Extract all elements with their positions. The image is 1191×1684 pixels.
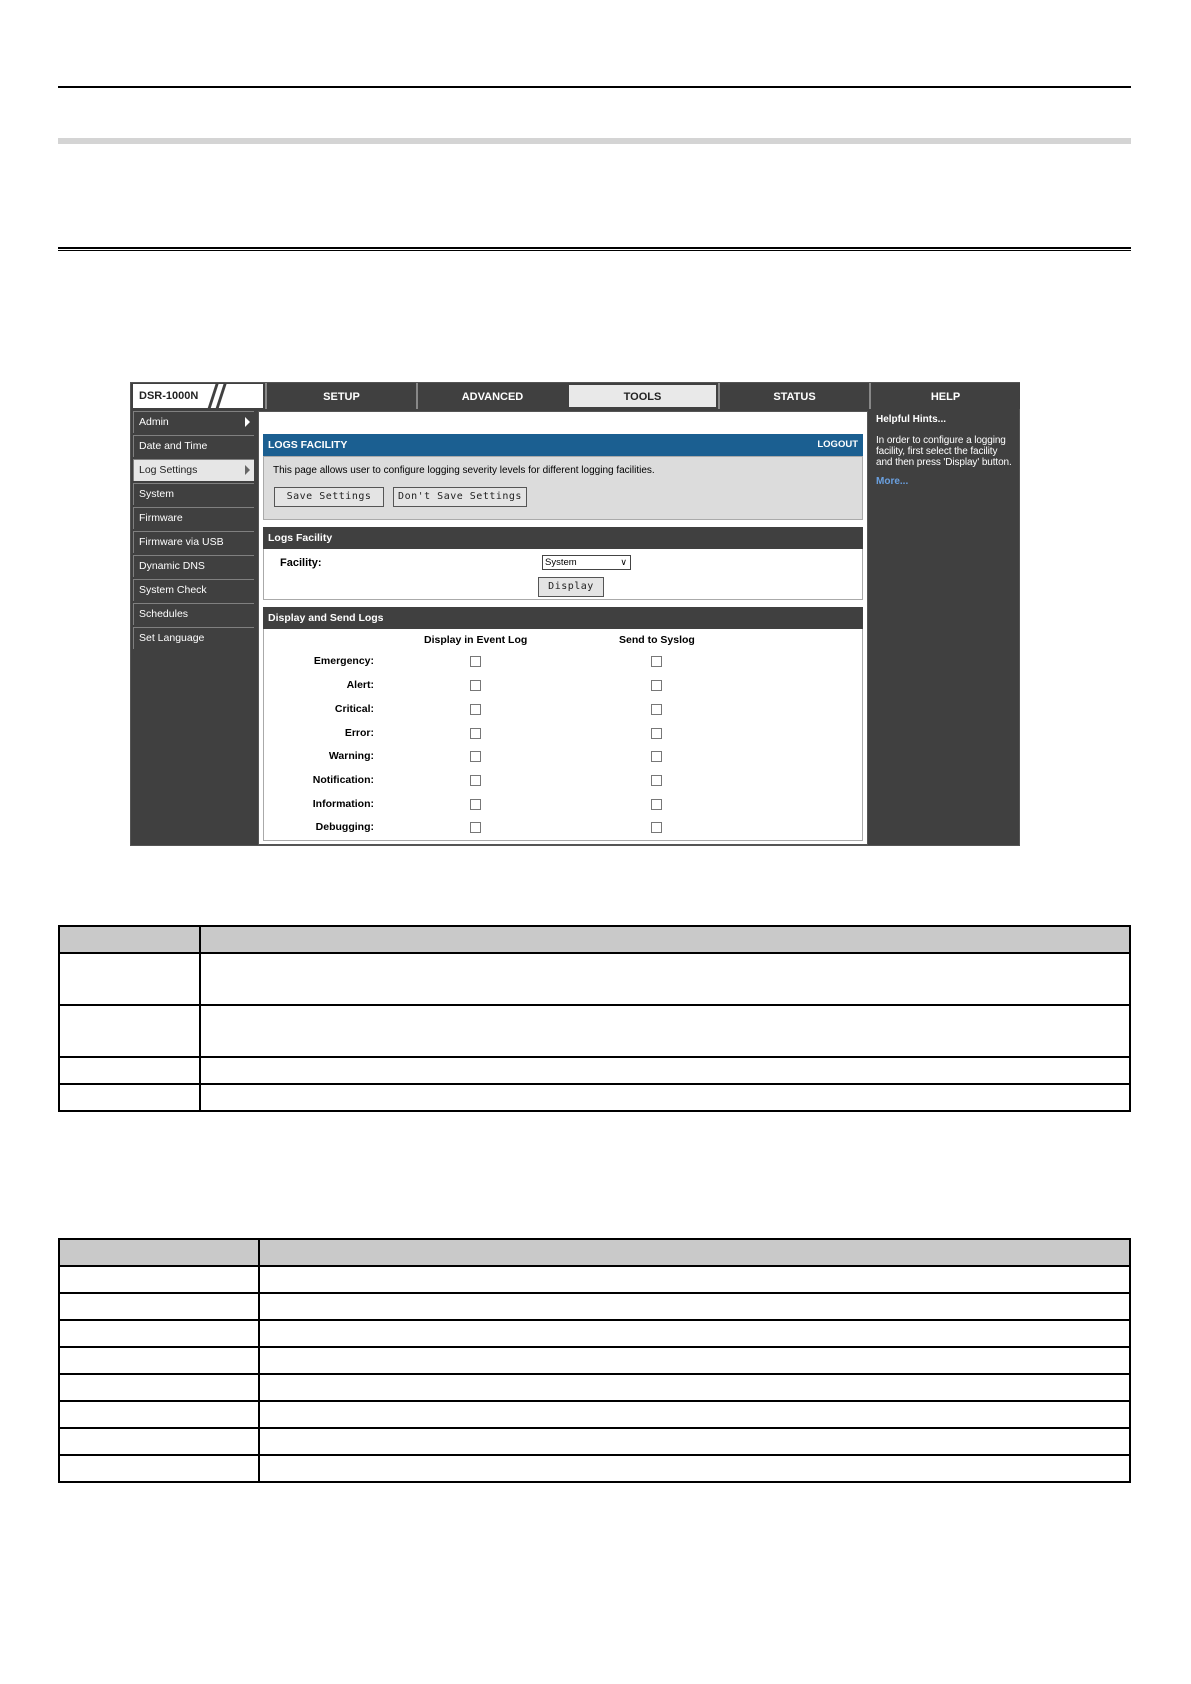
chevron-right-icon bbox=[245, 417, 250, 427]
tab-advanced[interactable]: ADVANCED bbox=[416, 383, 567, 409]
column-header-syslog: Send to Syslog bbox=[619, 634, 695, 646]
display-send-logs-section bbox=[263, 629, 863, 841]
table-cell bbox=[259, 1293, 1130, 1320]
sidebar-item-label: Log Settings bbox=[139, 464, 198, 476]
top-rule bbox=[58, 86, 1131, 88]
panel-title: LOGS FACILITY bbox=[268, 439, 348, 451]
section-rule bbox=[58, 247, 1131, 251]
help-text: In order to configure a logging facility, first select the facility and then press 'Display' button. bbox=[876, 435, 1012, 468]
table-cell bbox=[259, 1266, 1130, 1293]
sidebar-item-label: Date and Time bbox=[139, 440, 208, 452]
help-title: Helpful Hints... bbox=[876, 414, 946, 425]
table-cell bbox=[200, 1057, 1130, 1084]
event-log-checkbox[interactable] bbox=[470, 799, 481, 810]
table-cell bbox=[259, 1455, 1130, 1482]
table-header-row bbox=[59, 926, 1130, 953]
facility-label: Facility: bbox=[280, 557, 322, 569]
facility-select-value: System bbox=[545, 557, 577, 568]
table-row bbox=[59, 953, 1130, 1005]
sidebar-item-label: Admin bbox=[139, 416, 169, 428]
display-send-logs-header: Display and Send Logs bbox=[263, 607, 863, 629]
table-cell bbox=[200, 1005, 1130, 1057]
table-cell bbox=[200, 1084, 1130, 1111]
table-row bbox=[59, 1293, 1130, 1320]
log-level-row-information bbox=[264, 794, 862, 816]
log-level-row-alert bbox=[264, 675, 862, 697]
table-cell bbox=[259, 1401, 1130, 1428]
table-cell bbox=[59, 1084, 200, 1111]
header-band bbox=[58, 138, 1131, 144]
table-cell bbox=[59, 1005, 200, 1057]
event-log-checkbox[interactable] bbox=[470, 680, 481, 691]
table-row bbox=[59, 1347, 1130, 1374]
facility-select[interactable] bbox=[542, 555, 631, 570]
table-row bbox=[59, 1057, 1130, 1084]
logout-link[interactable]: LOGOUT bbox=[817, 439, 858, 450]
help-more-link[interactable]: More... bbox=[876, 476, 909, 487]
chevron-down-icon: ∨ bbox=[620, 557, 627, 567]
table-cell bbox=[59, 1347, 259, 1374]
table-cell bbox=[200, 953, 1130, 1005]
table-cell bbox=[59, 1374, 259, 1401]
log-level-label: Alert: bbox=[346, 679, 374, 691]
table-cell bbox=[59, 1401, 259, 1428]
table-row bbox=[59, 1266, 1130, 1293]
sidebar-item-label: Dynamic DNS bbox=[139, 560, 205, 572]
main-content bbox=[258, 411, 868, 845]
table-cell bbox=[59, 1428, 259, 1455]
table-cell bbox=[259, 1347, 1130, 1374]
log-level-row-emergency bbox=[264, 651, 862, 673]
event-log-checkbox[interactable] bbox=[470, 775, 481, 786]
syslog-checkbox[interactable] bbox=[651, 775, 662, 786]
sidebar-item-label: Set Language bbox=[139, 632, 205, 644]
table-header-cell bbox=[59, 1239, 259, 1266]
syslog-checkbox[interactable] bbox=[651, 822, 662, 833]
log-level-label: Emergency: bbox=[313, 655, 374, 667]
syslog-checkbox[interactable] bbox=[651, 680, 662, 691]
sidebar-item-label: System bbox=[139, 488, 175, 500]
sidebar-item-label: System Check bbox=[139, 584, 207, 596]
model-name: DSR-1000N bbox=[139, 390, 199, 402]
event-log-checkbox[interactable] bbox=[470, 656, 481, 667]
table-cell bbox=[259, 1374, 1130, 1401]
log-level-row-error bbox=[264, 723, 862, 745]
sidebar-item-set-language[interactable] bbox=[133, 627, 254, 649]
facility-section bbox=[263, 549, 863, 600]
tab-tools[interactable]: TOOLS bbox=[567, 383, 718, 409]
log-level-row-critical bbox=[264, 699, 862, 721]
table-cell bbox=[59, 1320, 259, 1347]
sidebar-item-log-settings[interactable] bbox=[133, 459, 254, 481]
table-row bbox=[59, 1005, 1130, 1057]
table-row bbox=[59, 1374, 1130, 1401]
logs-facility-header bbox=[263, 434, 863, 456]
log-level-label: Error: bbox=[344, 727, 374, 739]
log-level-label: Debugging: bbox=[315, 821, 374, 833]
display-button[interactable]: Display bbox=[538, 577, 604, 597]
save-settings-button[interactable]: Save Settings bbox=[274, 487, 384, 507]
log-level-label: Notification: bbox=[312, 774, 374, 786]
event-log-checkbox[interactable] bbox=[470, 822, 481, 833]
sidebar-item-system-check[interactable] bbox=[133, 579, 254, 601]
tab-status[interactable]: STATUS bbox=[718, 383, 869, 409]
table-cell bbox=[259, 1320, 1130, 1347]
event-log-checkbox[interactable] bbox=[470, 704, 481, 715]
table-header-cell bbox=[59, 926, 200, 953]
log-level-label: Information: bbox=[312, 798, 374, 810]
syslog-checkbox[interactable] bbox=[651, 799, 662, 810]
log-level-row-warning bbox=[264, 746, 862, 768]
sidebar bbox=[133, 411, 254, 651]
syslog-checkbox[interactable] bbox=[651, 704, 662, 715]
page-description: This page allows user to configure logging severity levels for different logging facilities. bbox=[273, 465, 655, 476]
syslog-checkbox[interactable] bbox=[651, 728, 662, 739]
table-cell bbox=[59, 1293, 259, 1320]
table-header-cell bbox=[200, 926, 1130, 953]
sidebar-item-label: Schedules bbox=[139, 608, 189, 620]
description-table-2 bbox=[58, 1238, 1131, 1483]
tab-help[interactable]: HELP bbox=[869, 383, 1020, 409]
table-cell bbox=[59, 1057, 200, 1084]
log-level-row-debugging bbox=[264, 817, 862, 839]
chevron-right-icon bbox=[245, 465, 250, 475]
dont-save-settings-button[interactable]: Don't Save Settings bbox=[393, 487, 527, 507]
event-log-checkbox[interactable] bbox=[470, 728, 481, 739]
tab-setup[interactable]: SETUP bbox=[265, 383, 416, 409]
table-cell bbox=[59, 953, 200, 1005]
logs-facility-intro bbox=[263, 456, 863, 520]
sidebar-item-firmware-via-usb[interactable] bbox=[133, 531, 254, 553]
sidebar-item-label: Firmware via USB bbox=[139, 536, 224, 548]
column-header-event-log: Display in Event Log bbox=[424, 634, 528, 646]
logo bbox=[132, 383, 264, 409]
sidebar-item-label: Firmware bbox=[139, 512, 183, 524]
sidebar-item-admin[interactable] bbox=[133, 411, 254, 433]
table-row bbox=[59, 1401, 1130, 1428]
sidebar-item-dynamic-dns[interactable] bbox=[133, 555, 254, 577]
sidebar-item-firmware[interactable] bbox=[133, 507, 254, 529]
log-level-label: Critical: bbox=[334, 703, 374, 715]
help-panel bbox=[872, 411, 1018, 845]
facility-section-header: Logs Facility bbox=[263, 527, 863, 549]
table-cell bbox=[259, 1428, 1130, 1455]
syslog-checkbox[interactable] bbox=[651, 656, 662, 667]
syslog-checkbox[interactable] bbox=[651, 751, 662, 762]
sidebar-item-schedules[interactable] bbox=[133, 603, 254, 625]
table-header-cell bbox=[259, 1239, 1130, 1266]
table-row bbox=[59, 1084, 1130, 1111]
event-log-checkbox[interactable] bbox=[470, 751, 481, 762]
router-screenshot bbox=[130, 382, 1020, 846]
table-header-row bbox=[59, 1239, 1130, 1266]
table-row bbox=[59, 1320, 1130, 1347]
log-level-label: Warning: bbox=[328, 750, 374, 762]
sidebar-item-date-and-time[interactable] bbox=[133, 435, 254, 457]
table-row bbox=[59, 1428, 1130, 1455]
table-row bbox=[59, 1455, 1130, 1482]
description-table-1 bbox=[58, 925, 1131, 1112]
log-level-row-notification bbox=[264, 770, 862, 792]
table-cell bbox=[59, 1455, 259, 1482]
table-cell bbox=[59, 1266, 259, 1293]
sidebar-item-system[interactable] bbox=[133, 483, 254, 505]
